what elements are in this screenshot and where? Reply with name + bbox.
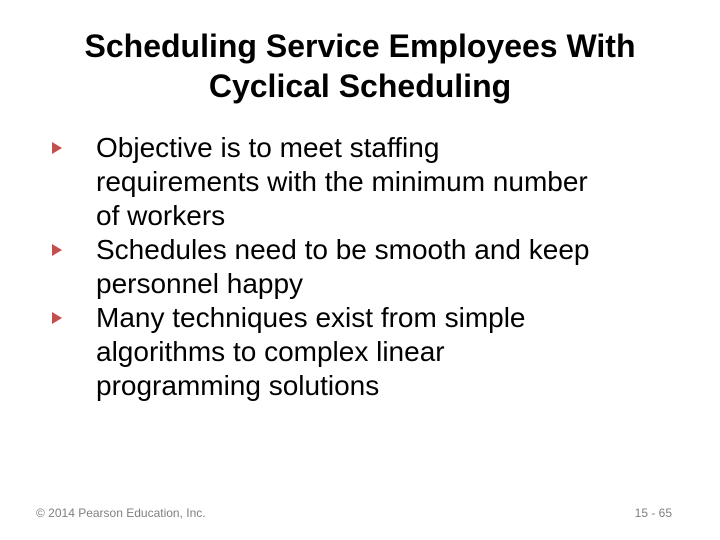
bullet-line: programming solutions: [96, 370, 380, 401]
bullet-text: [96, 233, 688, 301]
bullet-line: Many techniques exist from simple: [96, 302, 526, 333]
triangle-right-icon: [52, 312, 62, 324]
bullet-line: Objective is to meet staffing: [96, 132, 440, 163]
bullet-item: [48, 131, 688, 233]
bullet-line: requirements with the minimum number: [96, 166, 588, 197]
slide-title-line: Scheduling Service Employees With: [84, 28, 636, 64]
bullet-line: algorithms to complex linear: [96, 336, 445, 367]
bullet-list: [48, 131, 688, 403]
bullet-text: [96, 301, 688, 403]
bullet-line: personnel happy: [96, 268, 304, 299]
triangle-right-icon: [52, 142, 62, 154]
bullet-item: [48, 233, 688, 301]
slide-title: [30, 26, 690, 106]
bullet-text: [96, 131, 688, 233]
slide-title-line: Cyclical Scheduling: [208, 68, 512, 104]
page-number: 15 - 65: [634, 506, 672, 520]
bullet-line: of workers: [96, 200, 226, 231]
bullet-item: [48, 301, 688, 403]
triangle-right-icon: [52, 244, 62, 256]
copyright-footer: © 2014 Pearson Education, Inc.: [36, 506, 206, 520]
bullet-line: Schedules need to be smooth and keep: [96, 234, 590, 265]
